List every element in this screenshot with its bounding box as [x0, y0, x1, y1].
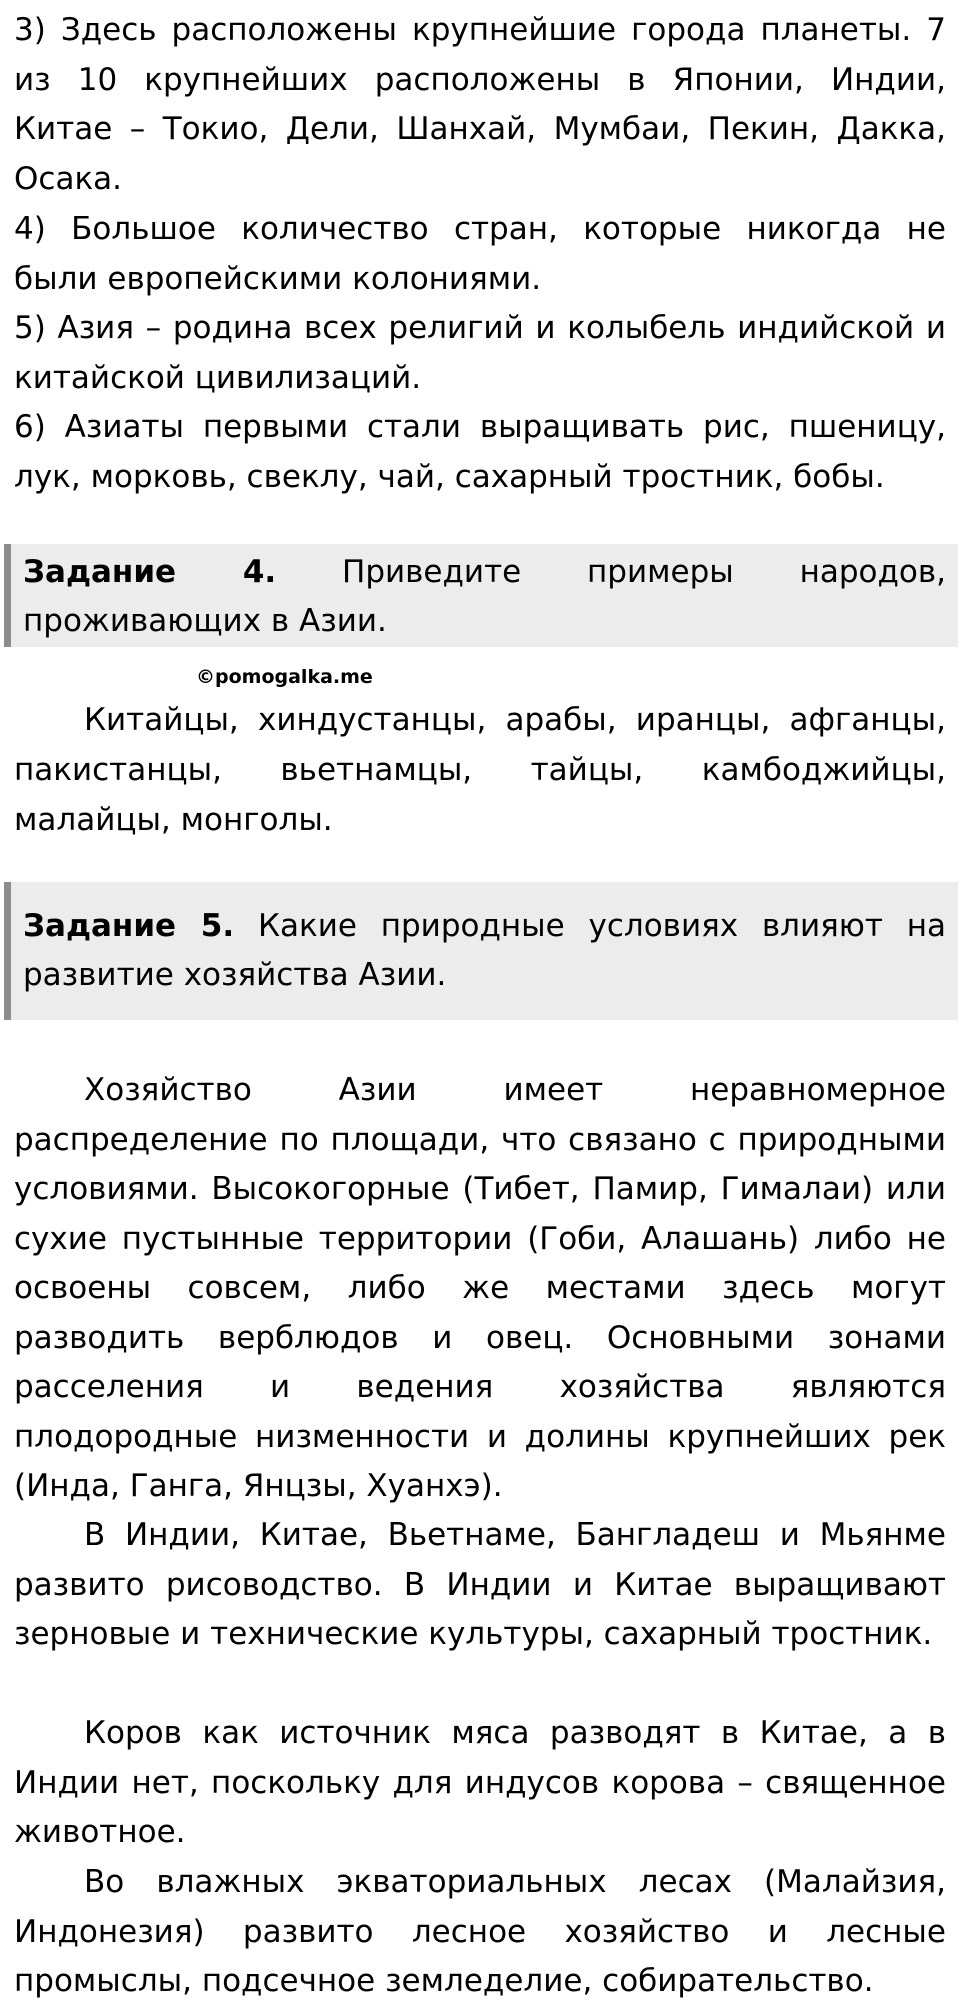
- task-5-heading: [23, 902, 946, 1000]
- task-4-heading: [23, 548, 946, 646]
- list-item-5: 5) Азия – родина всех религий и колыбель индийской и китайской цивилизаций.: [14, 310, 946, 396]
- task-5-paragraph-3: Коров как источник мяса разводят в Китае, а в Индии нет, поскольку для индусов корова – священное животное.: [14, 1715, 946, 1850]
- watermark: ©pomogalka.me: [196, 666, 373, 688]
- task-4-label: Задание 4.: [23, 554, 277, 590]
- task-5-paragraph-2: В Индии, Китае, Вьетнаме, Бангладеш и Мьянме развито рисоводство. В Индии и Китае выращивают зерновые и технические культуры, сахарный тростник.: [14, 1517, 946, 1652]
- task-5-question: Какие природные условиях влияют на развитие хозяйства Азии.: [23, 908, 947, 993]
- task-4-question: Приведите примеры народов, проживающих в Азии.: [23, 554, 946, 639]
- list-item-3: 3) Здесь расположены крупнейшие города планеты. 7 из 10 крупнейших расположены в Японии, Индии, Китае – Токио, Дели, Шанхай, Мумбаи, Пекин, Дакка, Осака.: [14, 12, 946, 197]
- task-5-paragraph-4: Во влажных экваториальных лесах (Малайзия, Индонезия) развито лесное хозяйство и лесные промыслы, подсечное земледелие, собирательство.: [14, 1864, 946, 1999]
- task-5-label: Задание 5.: [23, 908, 235, 944]
- list-item-4: 4) Большое количество стран, которые никогда не были европейскими колониями.: [14, 211, 946, 297]
- task-5-paragraph-1: Хозяйство Азии имеет неравномерное распределение по площади, что связано с природными условиями. Высокогорные (Тибет, Памир, Гималаи) или сухие пустынные территории (Гоби, Алашань) либо не освоены совсем, либо же местами здесь могут разводить верблюдов и овец. Основными зонами расселения и ведения хозяйства являются плодородные низменности и долины крупнейших рек (Инда, Ганга, Янцзы, Хуанхэ).: [14, 1072, 946, 1504]
- list-item-6: 6) Азиаты первыми стали выращивать рис, пшеницу, лук, морковь, свеклу, чай, сахарный тростник, бобы.: [14, 409, 946, 495]
- task-4-answer: Китайцы, хиндустанцы, арабы, иранцы, афганцы, пакистанцы, вьетнамцы, тайцы, камбоджийцы, малайцы, монголы.: [14, 702, 946, 838]
- task-4-box: [4, 544, 958, 647]
- task-5-box: [4, 882, 958, 1020]
